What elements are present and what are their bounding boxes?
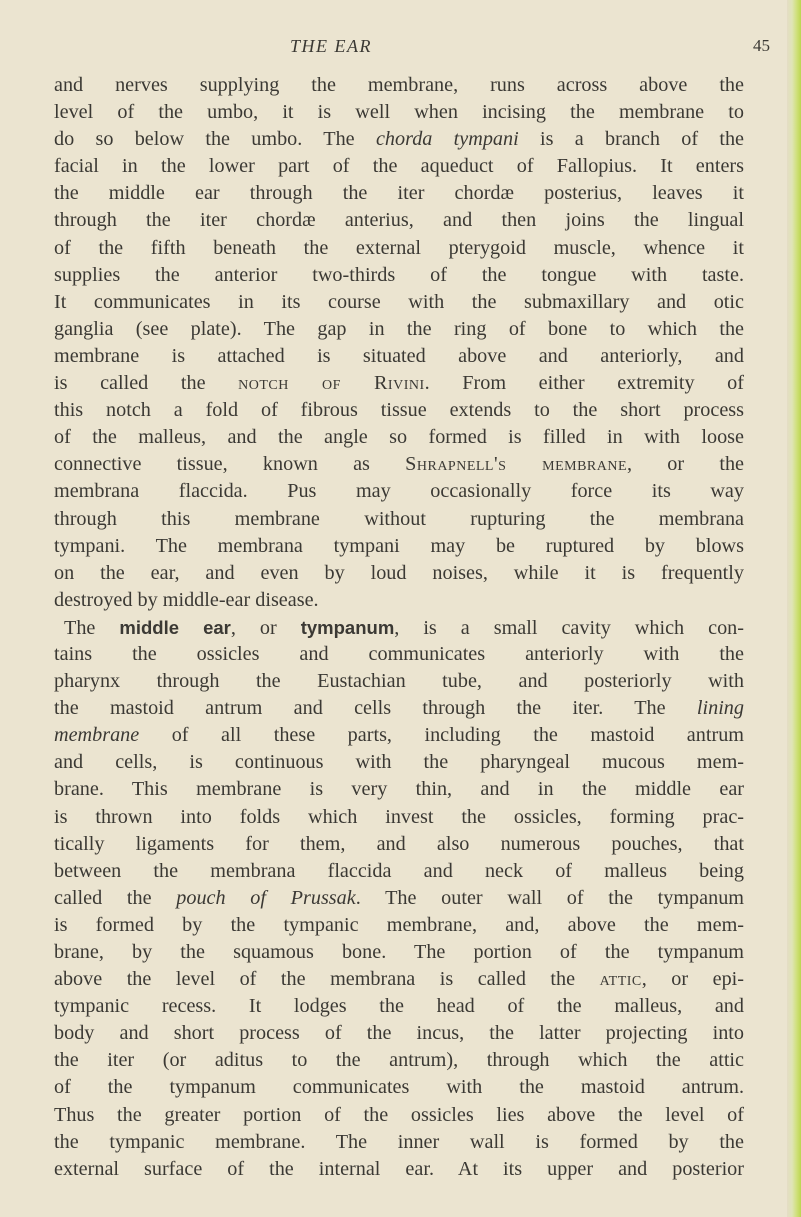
styled-term: pouch of Prussak [176, 886, 356, 909]
text-run: It communicates in its course with the submaxillary and otic [54, 290, 744, 313]
text-line [54, 587, 744, 614]
text-line [54, 397, 744, 424]
styled-term: tympanum [300, 616, 395, 638]
text-line [54, 695, 744, 722]
text-line [54, 804, 744, 831]
text-run: of the tympanum communicates with the mastoid antrum. [54, 1076, 744, 1099]
page-edge [787, 0, 801, 1217]
text-run: is a branch of the [518, 128, 744, 151]
text-run: membrane is attached is situated above and anteriorly, and [54, 344, 744, 367]
text-line [54, 1102, 744, 1129]
text-line [54, 912, 744, 939]
text-line [54, 939, 744, 966]
text-run: on the ear, and even by loud noises, while it is frequently [54, 561, 744, 584]
text-run: ganglia (see plate). The gap in the ring of bone to which the [54, 317, 744, 340]
text-run: of the fifth beneath the external pterygoid muscle, whence it [54, 236, 744, 259]
text-run: The [64, 616, 120, 639]
text-line [54, 316, 744, 343]
text-line [54, 289, 744, 316]
styled-term: middle ear [119, 616, 231, 638]
text-run: is formed by the tympanic membrane, and, above the mem- [54, 913, 744, 936]
styled-term: lining [696, 697, 744, 720]
text-run: is thrown into folds which invest the ossicles, forming prac- [54, 805, 744, 828]
text-run: pharynx through the Eustachian tube, and posteriorly with [54, 670, 744, 693]
body-text [54, 72, 744, 1183]
text-line [54, 451, 744, 478]
text-run: . The outer wall of the tympanum [355, 886, 744, 909]
styled-term: chorda tympani [375, 128, 519, 151]
text-run: level of the umbo, it is well when incising the membrane to [54, 101, 744, 124]
text-line [54, 370, 744, 397]
text-line [54, 207, 744, 234]
text-run: connective tissue, known as [54, 453, 406, 476]
text-line [54, 478, 744, 505]
text-line [54, 614, 744, 641]
styled-term: Shrapnell's membrane [405, 453, 628, 476]
text-run: between the membrana flaccida and neck of malleus being [54, 859, 744, 882]
styled-term: notch of Rivini [238, 372, 425, 395]
text-run: tympanic recess. It lodges the head of the malleus, and [54, 995, 744, 1018]
text-line [54, 831, 744, 858]
running-title: THE EAR [290, 36, 372, 56]
page-number: 45 [753, 36, 770, 55]
text-line [54, 668, 744, 695]
text-run: . From either extremity of [424, 372, 744, 395]
text-run: tains the ossicles and communicates anteriorly with the [54, 642, 744, 665]
text-run: external surface of the internal ear. At its upper and posterior [54, 1157, 744, 1180]
text-run: brane, by the squamous bone. The portion of the tympanum [54, 941, 744, 963]
text-line [54, 1156, 744, 1183]
text-run: called the [54, 886, 177, 909]
text-line [54, 153, 744, 180]
text-line [54, 343, 744, 370]
text-line [54, 641, 744, 668]
text-run: facial in the lower part of the aqueduct of Fallopius. It enters [54, 155, 744, 178]
text-line [54, 1020, 744, 1047]
text-line [54, 180, 744, 207]
text-line [54, 749, 744, 776]
text-run: Thus the greater portion of the ossicles lies above the level of [54, 1103, 744, 1126]
text-run: supplies the anterior two-thirds of the tongue with taste. [54, 263, 744, 286]
text-line [54, 424, 744, 451]
text-run: through the iter chordæ anterius, and then joins the lingual [54, 209, 744, 232]
text-run: this notch a fold of fibrous tissue extends to the short process [54, 399, 744, 422]
text-line [54, 533, 744, 560]
text-run: tically ligaments for them, and also numerous pouches, that [54, 832, 744, 855]
text-line [54, 722, 744, 749]
text-run: do so below the umbo. The [54, 128, 376, 151]
text-run: body and short process of the incus, the latter projecting into [54, 1022, 744, 1045]
text-run: , is a small cavity which con- [394, 616, 744, 639]
text-run: , or epi- [641, 968, 744, 991]
text-line [54, 966, 744, 993]
text-run: above the level of the membrana is called the [54, 968, 600, 991]
text-line [54, 776, 744, 803]
text-run: , or [230, 616, 301, 639]
text-run: membrana flaccida. Pus may occasionally force its way [54, 480, 744, 503]
text-run: brane. This membrane is very thin, and in the middle ear [54, 778, 744, 801]
styled-term: attic [599, 968, 642, 991]
text-line [54, 72, 744, 99]
text-line [54, 1047, 744, 1074]
text-line [54, 506, 744, 533]
text-run: of all these parts, including the mastoid antrum [139, 724, 744, 747]
text-line [54, 993, 744, 1020]
text-run: the middle ear through the iter chordæ posterius, leaves it [54, 182, 744, 205]
text-line [54, 885, 744, 912]
text-run: the iter (or aditus to the antrum), through which the attic [54, 1049, 744, 1072]
text-run: and cells, is continuous with the pharyngeal mucous mem- [54, 751, 744, 774]
text-line [54, 1129, 744, 1156]
text-run: tympani. The membrana tympani may be ruptured by blows [54, 534, 744, 557]
text-line [54, 560, 744, 587]
text-line [54, 1074, 744, 1101]
text-run: destroyed by middle-ear disease. [54, 588, 319, 611]
text-run: the tympanic membrane. The inner wall is formed by the [54, 1130, 744, 1153]
text-line [54, 858, 744, 885]
text-run: and nerves supplying the membrane, runs across above the [54, 74, 744, 96]
text-run: is called the [54, 372, 239, 395]
text-run: through this membrane without rupturing the membrana [54, 507, 744, 530]
text-line [54, 99, 744, 126]
styled-term: membrane [54, 724, 140, 747]
text-line [54, 235, 744, 262]
running-head [0, 36, 801, 58]
text-run: of the malleus, and the angle so formed is filled in with loose [54, 426, 744, 449]
text-line [54, 262, 744, 289]
text-run: , or the [627, 453, 745, 476]
text-run: the mastoid antrum and cells through the iter. The [54, 697, 697, 720]
text-line [54, 126, 744, 153]
